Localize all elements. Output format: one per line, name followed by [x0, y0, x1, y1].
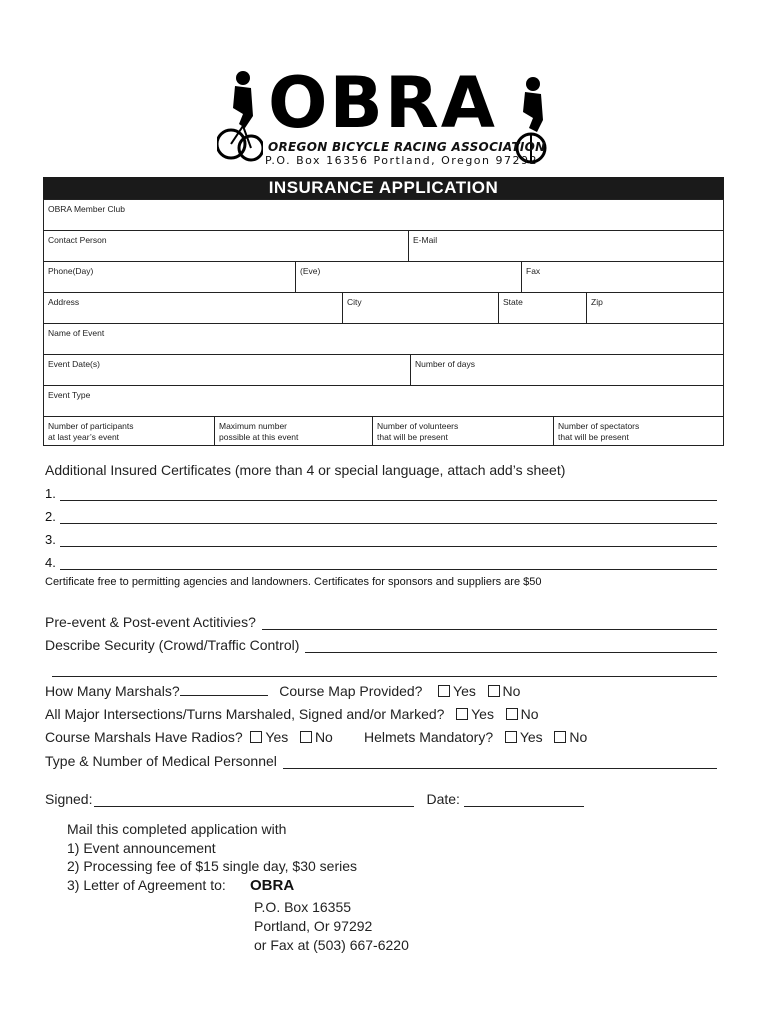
course-map-no-label: No — [502, 683, 521, 699]
certificate-line-1[interactable] — [45, 486, 717, 501]
security-line — [45, 637, 717, 653]
radios-yes-label: Yes — [265, 729, 289, 745]
intersections-yes-label: Yes — [471, 706, 494, 722]
security-label: Describe Security (Crowd/Traffic Control) — [45, 637, 300, 653]
address-field[interactable]: Address — [48, 297, 80, 307]
spectators-label-1: Number of spectators — [558, 421, 640, 431]
max-number-field[interactable] — [214, 417, 372, 445]
event-type-field[interactable]: Event Type — [48, 390, 91, 400]
medical-line — [45, 753, 717, 769]
helmets-yes-label: Yes — [519, 729, 543, 745]
helmets-yes-checkbox[interactable] — [505, 731, 517, 743]
row-event-type — [43, 386, 724, 417]
helmets-no-label: No — [569, 729, 588, 745]
security-blank[interactable] — [305, 640, 717, 653]
marshals-line — [45, 683, 520, 699]
course-map-yes-checkbox[interactable] — [438, 685, 450, 697]
medical-label: Type & Number of Medical Personnel — [45, 753, 277, 769]
mail-instructions — [67, 820, 357, 894]
course-map-label: Course Map Provided? — [279, 683, 423, 699]
marshals-label: How Many Marshals? — [45, 683, 180, 699]
row-address — [43, 293, 724, 324]
volunteers-field[interactable] — [372, 417, 553, 445]
intersections-yes-checkbox[interactable] — [456, 708, 468, 720]
mail-item-3: 3) Letter of Agreement to: — [67, 876, 226, 893]
contact-person-field[interactable]: Contact Person — [48, 235, 107, 245]
certificate-blank-3[interactable] — [60, 534, 717, 547]
row-event-dates — [43, 355, 724, 386]
mail-address — [254, 898, 409, 955]
certificate-number-3: 3. — [45, 532, 56, 547]
certificate-number-2: 2. — [45, 509, 56, 524]
event-name-field[interactable]: Name of Event — [48, 328, 105, 338]
medical-blank[interactable] — [283, 756, 717, 769]
volunteers-label-1: Number of volunteers — [377, 421, 459, 431]
max-label-2: possible at this event — [219, 432, 299, 442]
max-label-1: Maximum number — [219, 421, 288, 431]
course-map-yes-label: Yes — [453, 683, 476, 699]
event-dates-field[interactable]: Event Date(s) — [48, 359, 100, 369]
volunteers-label-2: that will be present — [377, 432, 448, 442]
radios-no-checkbox[interactable] — [300, 731, 312, 743]
form-heading: INSURANCE APPLICATION — [43, 177, 724, 199]
radios-line — [45, 729, 587, 745]
activities-label: Pre-event & Post-event Actitivies? — [45, 614, 256, 630]
logo-subtitle: OREGON BICYCLE RACING ASSOCIATION — [268, 140, 546, 154]
mail-item-2: 2) Processing fee of $15 single day, $30 series — [67, 858, 358, 874]
certificate-blank-1[interactable] — [60, 488, 717, 501]
row-counts — [43, 417, 724, 446]
certificate-number-4: 4. — [45, 555, 56, 570]
fax-field[interactable]: Fax — [521, 262, 723, 292]
mail-address-line-2: Portland, Or 97292 — [254, 918, 373, 934]
signed-label: Signed: — [45, 791, 93, 807]
signature-blank[interactable] — [94, 794, 414, 807]
date-label: Date: — [426, 791, 460, 807]
participants-field[interactable] — [44, 417, 214, 445]
course-map-no-checkbox[interactable] — [488, 685, 500, 697]
spectators-label-2: that will be present — [558, 432, 629, 442]
phone-eve-field[interactable]: (Eve) — [295, 262, 521, 292]
phone-day-field[interactable]: Phone(Day) — [48, 266, 94, 276]
radios-no-label: No — [314, 729, 333, 745]
intersections-line — [45, 706, 539, 722]
state-field[interactable]: State — [498, 293, 586, 323]
intersections-label: All Major Intersections/Turns Marshaled, Signed and/or Marked? — [45, 706, 445, 722]
logo-address: P.O. Box 16356 Portland, Oregon 97292 — [265, 154, 538, 167]
certificates-heading: Additional Insured Certificates (more than 4 or special language, attach add’s sheet) — [45, 462, 566, 478]
signature-line — [45, 791, 584, 807]
mail-address-line-1: P.O. Box 16355 — [254, 899, 352, 915]
cyclist-left-icon — [217, 68, 263, 168]
insurance-form — [43, 177, 724, 446]
email-field[interactable]: E-Mail — [408, 231, 723, 261]
certificates-note: Certificate free to permitting agencies and landowners. Certificates for sponsors and suppliers are $50 — [45, 576, 542, 588]
mail-item-1: 1) Event announcement — [67, 839, 216, 856]
certificate-blank-4[interactable] — [60, 557, 717, 570]
row-contact — [43, 231, 724, 262]
city-field[interactable]: City — [342, 293, 498, 323]
helmets-label: Helmets Mandatory? — [363, 729, 494, 745]
number-of-days-field[interactable]: Number of days — [410, 355, 723, 385]
helmets-no-checkbox[interactable] — [554, 731, 566, 743]
marshals-blank[interactable] — [180, 683, 268, 696]
participants-label-1: Number of participants — [48, 421, 134, 431]
date-blank[interactable] — [464, 794, 584, 807]
certificate-number-1: 1. — [45, 486, 56, 501]
intersections-no-checkbox[interactable] — [506, 708, 518, 720]
member-club-field[interactable]: OBRA Member Club — [48, 204, 125, 214]
certificate-blank-2[interactable] — [60, 511, 717, 524]
certificate-line-2[interactable] — [45, 509, 717, 524]
participants-label-2: at last year’s event — [48, 432, 120, 442]
logo-title: OBRA — [268, 62, 497, 144]
intersections-no-label: No — [520, 706, 539, 722]
certificate-line-3[interactable] — [45, 532, 717, 547]
mail-intro: Mail this completed application with — [67, 821, 287, 837]
row-phone — [43, 262, 724, 293]
row-event-name — [43, 324, 724, 355]
zip-field[interactable]: Zip — [586, 293, 723, 323]
mail-address-line-3: or Fax at (503) 667-6220 — [254, 937, 409, 953]
spectators-field[interactable] — [553, 417, 723, 445]
activities-blank[interactable] — [262, 617, 717, 630]
radios-yes-checkbox[interactable] — [250, 731, 262, 743]
security-blank-2[interactable] — [52, 662, 717, 677]
row-member-club — [43, 199, 724, 231]
certificate-line-4[interactable] — [45, 555, 717, 570]
radios-label: Course Marshals Have Radios? — [45, 729, 243, 745]
mail-org: OBRA — [250, 877, 295, 894]
activities-line — [45, 614, 717, 630]
